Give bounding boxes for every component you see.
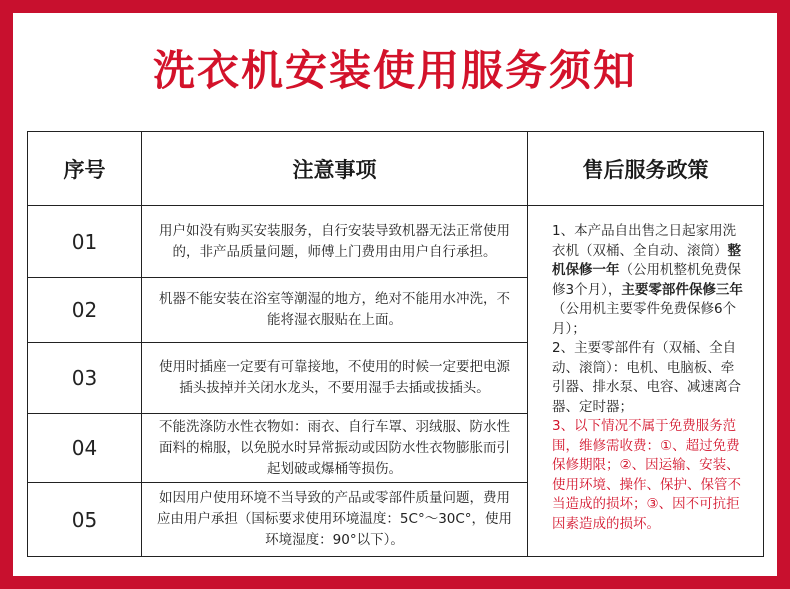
policy-1-commercial-parts: （公用机主要零件免费保修6个月）； [552, 301, 737, 337]
row-note: 如因用户使用环境不当导致的产品或零部件质量问题，费用应由用户承担（国标要求使用环境温度：5C°～30C°，使用环境湿度：90°以下）。 [142, 483, 528, 556]
row-number: 01 [28, 206, 142, 278]
row-note: 使用时插座一定要有可靠接地，不使用的时候一定要把电源插头拔掉并关闭水龙头，不要用湿手去插或拔插头。 [142, 343, 528, 414]
policy-item-2: 2、主要零部件有（双桶、全自动、滚筒）：电机、电脑板、牵引器、排水泵、电容、减速离合器、定时器； [552, 340, 741, 415]
row-number: 04 [28, 414, 142, 483]
header-number: 序号 [28, 132, 142, 206]
policy-item-3: 3、以下情况不属于免费服务范围，维修需收费：①、超过免费保修期限；②、因运输、安装、使用环境、操作、保护、保管不当造成的损坏；③、因不可抗拒因素造成的损坏。 [552, 418, 741, 532]
policy-item-1 [552, 222, 747, 339]
policy-cell [528, 206, 763, 556]
row-note: 不能洗涤防水性衣物如：雨衣、自行车罩、羽绒服、防水性面料的棉服，以免脱水时异常振动或因防水性衣物膨胀而引起划破或爆桶等损伤。 [142, 414, 528, 483]
row-number: 02 [28, 278, 142, 343]
row-note: 用户如没有购买安装服务，自行安装导致机器无法正常使用的，非产品质量问题，师傅上门费用由用户自行承担。 [142, 206, 528, 278]
row-note: 机器不能安装在浴室等潮湿的地方，绝对不能用水冲洗，不能将湿衣服贴在上面。 [142, 278, 528, 343]
policy-1-parts-warranty: 主要零部件保修三年 [621, 281, 743, 298]
notice-sheet [13, 13, 777, 576]
row-number: 05 [28, 483, 142, 556]
service-notice-table [27, 131, 764, 557]
header-notes: 注意事项 [142, 132, 528, 206]
policy-1-commercial-whole: （公用机整机免费保修3个月）， [552, 262, 741, 298]
row-number: 03 [28, 343, 142, 414]
policy-1-whole-warranty: 整机保修一年 [552, 242, 741, 278]
header-policy: 售后服务政策 [528, 132, 763, 206]
page-title: 洗衣机安装使用服务须知 [152, 46, 637, 95]
policy-1-intro: 1、本产品自出售之日起家用洗衣机（双桶、全自动、滚筒） [552, 223, 737, 259]
